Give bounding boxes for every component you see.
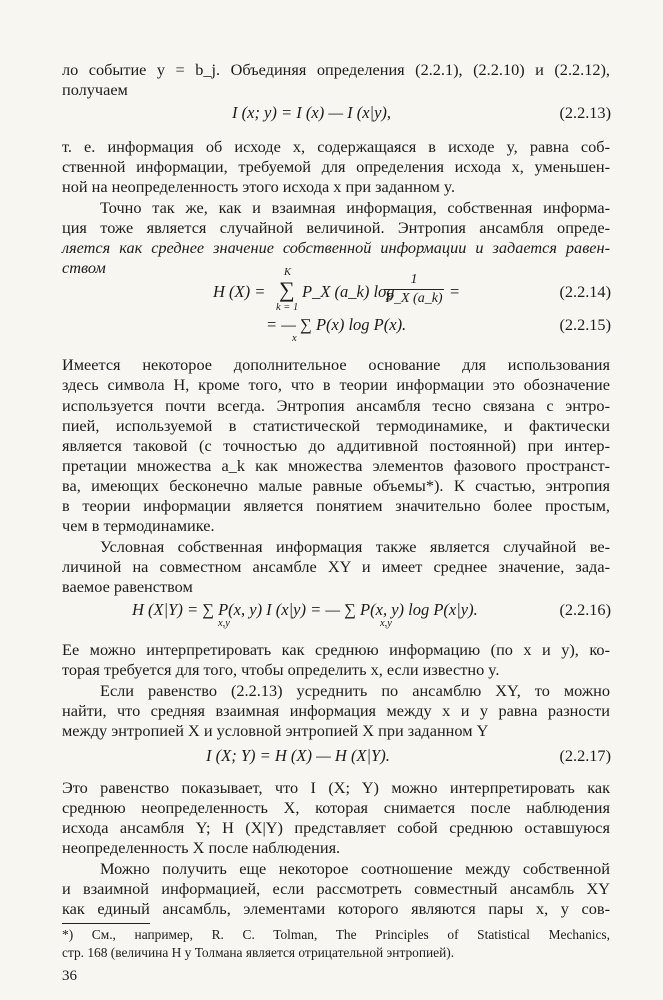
sum-subscript: x,y [218,618,230,629]
footnote-line: *) См., например, R. C. Tolman, The Principles of Statistical Mechanics, [62,927,610,942]
text-line: ством [62,258,106,277]
sum-upper-limit: K [284,267,292,278]
equation-2-2-14-body: P_X (a_k) log [302,282,395,301]
fraction-denominator: P_X (a_k) [385,291,443,306]
equation-2-2-15: = — ∑ P(x) log P(x). [266,315,407,334]
text-line: ва, имеющих бесконечно малые равные объемы*). К счастью, энтропия [62,476,610,495]
equation-number: (2.2.17) [559,746,611,765]
equation-2-2-13: I (x; y) = I (x) — I (x|y), [232,103,392,122]
footnote-rule [62,923,150,924]
text-line: как единый ансамбль, элементами которого являются пары x, y сов- [62,899,610,918]
fraction-numerator: 1 [410,272,418,287]
text-line: ственной информации, требуемой для определения исхода x, уменьшен- [62,157,610,176]
text-line: пией, используемой в статистической термодинамике, и фактически [62,416,610,435]
text-line: Имеется некоторое дополнительное основание для использования [62,355,610,374]
text-line: ло событие y = b_j. Объединяя определения (2.2.1), (2.2.10) и (2.2.12), [62,60,610,79]
footnote-line: стр. 168 (величина H у Толмана является отрицательной энтропией). [62,945,455,960]
fraction [384,272,444,307]
text-line: получаем [62,80,128,99]
equation-2-2-17: I (X; Y) = H (X) — H (X|Y). [206,746,390,765]
sum-lower-limit: k = 1 [276,302,299,313]
text-line: в теории информации является понятием значительно более простым, [62,496,610,515]
text-line: личиной на совместном ансамбле XY и имеет среднее значение, зада- [62,557,610,576]
text-line: найти, что средняя взаимная информация между x и y равна разности [62,701,610,720]
text-line: Ее можно интерпретировать как среднюю информацию (по x и y), ко- [62,640,610,659]
text-line: т. е. информация об исходе x, содержащаяся в исходе y, равна соб- [62,137,610,156]
text-line: Условная собственная информация также является случайной ве- [100,537,610,556]
equation-2-2-16: H (X|Y) = ∑ P(x, y) I (x|y) = — ∑ P(x, y) log P(x|y). [132,600,478,619]
text-line: чем в термодинамике. [62,516,215,535]
text-line: претации множества a_k как множества элементов фазового пространст- [62,456,610,475]
text-line: торая требуется для того, чтобы определить x, если известно y. [62,660,500,679]
text-line: между энтропией X и условной энтропией X при заданном Y [62,721,489,740]
text-line: Можно получить еще некоторое соотношение между собственной [100,859,610,878]
text-line: здесь символа H, кроме того, что в теории информации это обозначение [62,375,610,394]
equals-sign: = [450,282,460,301]
text-line: Это равенство показывает, что I (X; Y) можно интерпретировать как [62,778,610,797]
text-line: ляется как среднее значение собственной информации и задается равен- [62,238,610,257]
equation-number: (2.2.13) [559,103,611,122]
sum-subscript: x,y [380,618,392,629]
text-line: ной на неопределенность этого исхода x при заданном y. [62,177,456,196]
sum-subscript: x [292,333,297,344]
equation-number: (2.2.14) [559,282,611,301]
text-line: ция тоже является случайной величиной. Энтропия ансамбля опреде- [62,218,610,237]
sum-symbol: ∑ [279,277,295,302]
equation-2-2-14-left: H (X) = [213,282,266,301]
equation-number: (2.2.15) [559,315,611,334]
page-number: 36 [62,968,77,984]
text-line: неопределенность X после наблюдения. [62,838,341,857]
text-line: исхода ансамбля Y; H (X|Y) представляет собой среднюю оставшуюся [62,818,610,837]
text-line: Если равенство (2.2.13) усреднить по ансамблю XY, то можно [100,681,610,700]
equation-number: (2.2.16) [559,600,611,619]
text-line: среднюю неопределенность X, которая снимается после наблюдения [62,798,610,817]
text-line: и взаимной информацией, если рассмотреть совместный ансамбль XY [62,879,610,898]
fraction-bar [384,289,444,290]
text-line: используется почти всегда. Энтропия ансамбля тесно связана с энтро- [62,396,610,415]
text-line: является таковой (с точностью до аддитивной постоянной) при интер- [62,436,610,455]
text-line: ваемое равенством [62,577,193,596]
text-line: Точно так же, как и взаимная информация, собственная информа- [100,198,610,217]
